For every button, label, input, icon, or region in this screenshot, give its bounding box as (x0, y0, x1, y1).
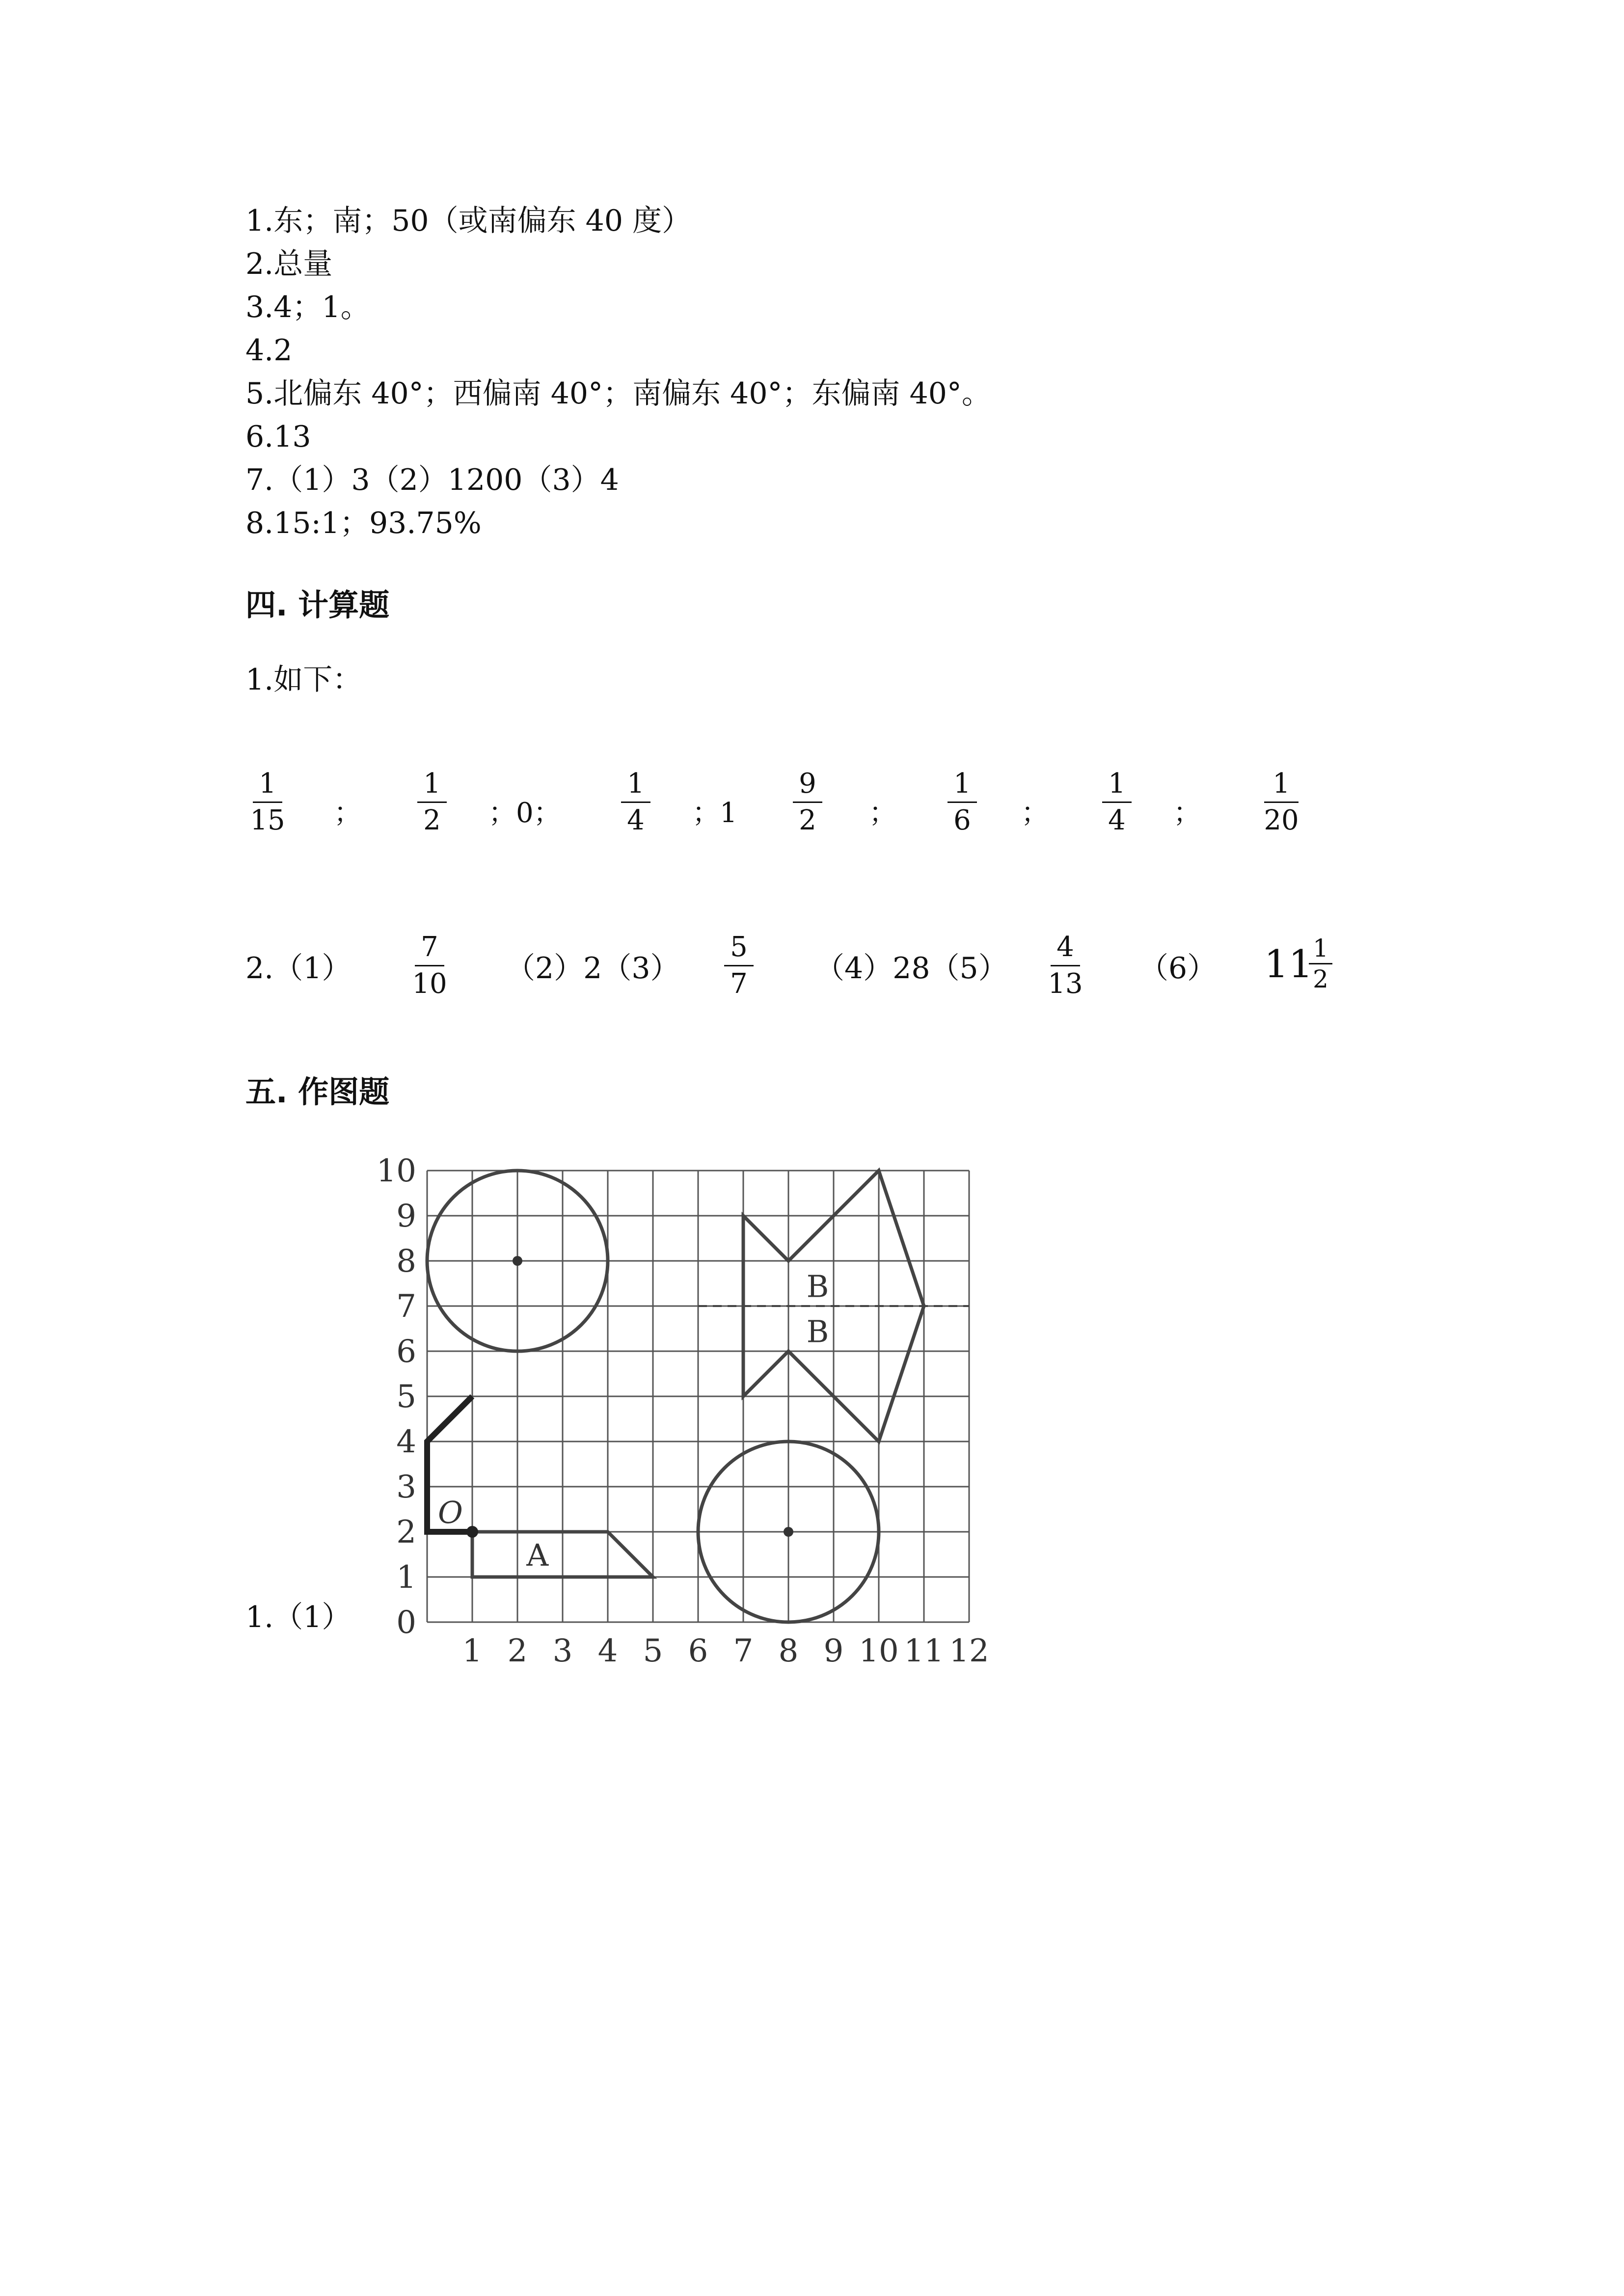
fraction-denominator: 15 (250, 804, 285, 836)
fraction-1 (238, 768, 297, 836)
fraction-denominator: 6 (953, 804, 971, 836)
fraction-numerator: 1 (1108, 768, 1126, 800)
separator: ； (1021, 797, 1049, 829)
fraction-numerator: 9 (799, 768, 816, 800)
x-axis-labels (462, 1633, 989, 1669)
fraction-bar (417, 801, 447, 803)
answer-2: 2.总量 (245, 247, 333, 281)
fraction-numerator: 4 (1056, 931, 1074, 963)
separator: ；1 (692, 797, 737, 829)
separator: ； (334, 797, 361, 829)
x-tick-label: 9 (823, 1633, 844, 1669)
fraction-denominator: 10 (412, 968, 447, 1000)
mixed-number-whole: 11 (1264, 942, 1313, 987)
y-tick-label: 4 (396, 1424, 416, 1460)
fraction-bar (1102, 801, 1132, 803)
fraction-denominator: 13 (1048, 968, 1083, 1000)
x-tick-label: 7 (733, 1633, 754, 1669)
q2-part-2: （2）2（3） (506, 951, 680, 986)
circle-center-dot (784, 1527, 793, 1537)
fraction-numerator: 1 (1313, 934, 1328, 962)
x-tick-label: 4 (597, 1633, 618, 1669)
fraction-bar (1264, 801, 1299, 803)
fraction-4 (778, 768, 837, 836)
fraction-bar (621, 801, 650, 803)
answer-8: 8.15:1；93.75% (245, 506, 482, 540)
shape-b-label-top: B (806, 1268, 829, 1305)
answer-7: 7.（1）3（2）1200（3）4 (245, 463, 619, 497)
q2-fraction-2 (709, 932, 768, 1000)
shape-b-label-bottom: B (806, 1313, 829, 1350)
y-tick-label: 0 (396, 1604, 416, 1641)
y-tick-label: 1 (396, 1559, 416, 1596)
fraction-bar (415, 965, 444, 966)
y-tick-label: 8 (396, 1243, 416, 1280)
y-tick-label: 6 (396, 1334, 416, 1370)
answer-1: 1.东；南；50（或南偏东 40 度） (245, 204, 692, 238)
section-5-title: 五. 作图题 (245, 1074, 390, 1110)
section-5-q1-label: 1.（1） (245, 1600, 352, 1634)
x-tick-label: 3 (552, 1633, 573, 1669)
grid-lines (427, 1171, 969, 1622)
x-tick-label: 1 (462, 1633, 483, 1669)
x-tick-label: 11 (904, 1633, 944, 1669)
fraction-denominator: 7 (730, 968, 748, 1000)
fraction-denominator: 4 (1108, 804, 1126, 836)
fraction-numerator: 5 (730, 931, 748, 963)
q2-part-3: （4）28（5） (815, 951, 1008, 986)
y-tick-label: 3 (396, 1469, 416, 1505)
q2-part-4: （6） (1139, 951, 1217, 986)
y-tick-label: 9 (396, 1198, 416, 1234)
fraction-numerator: 7 (421, 931, 438, 963)
section-4-title: 四. 计算题 (245, 587, 390, 623)
point-o-dot (466, 1526, 478, 1538)
fraction-numerator: 1 (423, 768, 441, 800)
x-tick-label: 12 (949, 1633, 989, 1669)
x-tick-label: 2 (507, 1633, 528, 1669)
q2-fraction-1 (400, 932, 459, 1000)
fraction-bar (1051, 965, 1080, 966)
fraction-bar (947, 801, 977, 803)
q2-part-1: 2.（1） (245, 951, 352, 986)
fraction-7 (1249, 768, 1313, 836)
fraction-denominator: 2 (799, 804, 816, 836)
section-4-q1-label: 1.如下： (245, 663, 362, 697)
y-axis-labels (377, 1153, 416, 1641)
fraction-3 (606, 768, 665, 836)
fraction-bar (793, 801, 822, 803)
mixed-number-fraction (1306, 935, 1335, 992)
coordinate-grid-diagram (363, 1148, 1011, 1679)
fraction-6 (1087, 768, 1146, 836)
circle-center-dot (513, 1256, 522, 1266)
fraction-bar (724, 965, 754, 966)
separator: ；0； (488, 797, 561, 829)
fraction-numerator: 1 (627, 768, 645, 800)
x-tick-label: 8 (778, 1633, 799, 1669)
q2-fraction-3 (1036, 932, 1095, 1000)
y-tick-label: 10 (376, 1153, 416, 1189)
fraction-denominator: 4 (627, 804, 645, 836)
answer-6: 6.13 (245, 420, 311, 454)
x-tick-label: 5 (643, 1633, 663, 1669)
fraction-denominator: 20 (1264, 804, 1299, 836)
separator: ； (869, 797, 896, 829)
separator: ； (1173, 797, 1201, 829)
fraction-denominator: 2 (423, 804, 441, 836)
fraction-5 (933, 768, 992, 836)
shape-a-label: A (526, 1537, 549, 1573)
answer-4: 4.2 (245, 333, 293, 368)
y-tick-label: 7 (396, 1288, 416, 1325)
y-tick-label: 5 (396, 1379, 416, 1415)
fraction-bar (253, 801, 282, 803)
fraction-bar (1309, 963, 1332, 964)
fraction-numerator: 1 (1272, 768, 1290, 800)
point-o-label: O (438, 1495, 463, 1530)
fraction-2 (403, 768, 461, 836)
x-tick-label: 10 (859, 1633, 899, 1669)
y-tick-label: 2 (396, 1514, 416, 1550)
answer-5: 5.北偏东 40°；西偏南 40°；南偏东 40°；东偏南 40°。 (245, 376, 991, 411)
fraction-denominator: 2 (1313, 965, 1328, 993)
answer-3: 3.4；1。 (245, 290, 370, 324)
x-tick-label: 6 (688, 1633, 708, 1669)
fraction-numerator: 1 (259, 768, 276, 800)
fraction-numerator: 1 (953, 768, 971, 800)
